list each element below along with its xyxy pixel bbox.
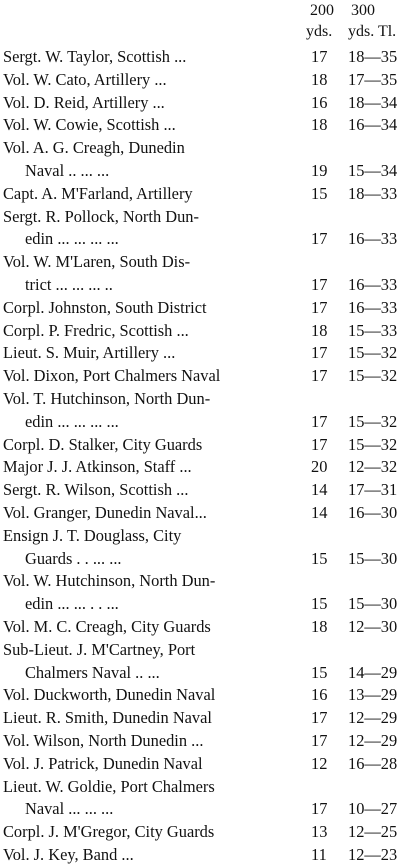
score-200-yds: 14 bbox=[311, 480, 328, 500]
score-200-yds: 12 bbox=[311, 753, 328, 773]
score-300-and-total: 15—30 bbox=[348, 548, 398, 568]
score-200-yds: 15 bbox=[311, 183, 328, 203]
table-row bbox=[3, 616, 408, 639]
score-200-yds: 15 bbox=[311, 548, 328, 568]
score-300-and-total: 16—33 bbox=[348, 297, 398, 317]
score-200-yds: 17 bbox=[311, 297, 328, 317]
competitor-name: Guards . . ... ... bbox=[25, 548, 122, 568]
score-300-and-total: 12—23 bbox=[348, 844, 398, 864]
score-300-and-total: 17—31 bbox=[348, 480, 398, 500]
score-300-and-total: 18—33 bbox=[348, 183, 398, 203]
competitor-name: Corpl. Johnston, South District bbox=[3, 297, 207, 317]
table-row bbox=[3, 570, 408, 593]
competitor-name: Lieut. S. Muir, Artillery ... bbox=[3, 343, 176, 363]
score-300-and-total: 15—32 bbox=[348, 434, 398, 454]
competitor-name: Vol. D. Reid, Artillery ... bbox=[3, 92, 165, 112]
header-300: 300 bbox=[351, 2, 375, 19]
competitor-name: Corpl. J. M'Gregor, City Guards bbox=[3, 822, 215, 842]
competitor-name: Sub-Lieut. J. M'Cartney, Port bbox=[3, 639, 196, 659]
score-300-and-total: 13—29 bbox=[348, 685, 398, 705]
table-row bbox=[3, 502, 408, 525]
header-200: 200 bbox=[310, 2, 334, 19]
competitor-name: Sergt. R. Pollock, North Dun- bbox=[3, 206, 199, 226]
table-row bbox=[3, 69, 408, 92]
competitor-name: Sergt. W. Taylor, Scottish ... bbox=[3, 47, 187, 66]
competitor-name: Major J. J. Atkinson, Staff ... bbox=[3, 457, 192, 477]
competitor-name: Lieut. R. Smith, Dunedin Naval bbox=[3, 708, 212, 728]
competitor-name: Vol. T. Hutchinson, North Dun- bbox=[3, 388, 211, 408]
table-row bbox=[3, 365, 408, 388]
header-yds-200: yds. bbox=[306, 23, 333, 40]
competitor-name: Vol. W. Cato, Artillery ... bbox=[3, 69, 167, 89]
competitor-name: edin ... ... ... ... bbox=[25, 229, 119, 249]
table-row bbox=[3, 548, 408, 571]
table-row bbox=[3, 92, 408, 115]
table-row bbox=[3, 684, 408, 707]
score-300-and-total: 15—32 bbox=[348, 411, 398, 431]
competitor-name: Corpl. D. Stalker, City Guards bbox=[3, 434, 203, 454]
header-yds-300-total: yds. Tl. bbox=[348, 23, 397, 40]
score-300-and-total: 12—32 bbox=[348, 457, 398, 477]
table-row bbox=[3, 274, 408, 297]
score-200-yds: 18 bbox=[311, 69, 328, 89]
table-row bbox=[3, 137, 408, 160]
score-300-and-total: 18—34 bbox=[348, 92, 398, 112]
score-200-yds: 17 bbox=[311, 411, 328, 431]
score-300-and-total: 12—29 bbox=[348, 730, 398, 750]
competitor-name: Vol. Wilson, North Dunedin ... bbox=[3, 730, 204, 750]
score-300-and-total: 16—33 bbox=[348, 229, 398, 249]
table-row bbox=[3, 844, 408, 867]
score-200-yds: 13 bbox=[311, 822, 328, 842]
competitor-name: Vol. Duckworth, Dunedin Naval bbox=[3, 685, 216, 705]
score-300-and-total: 12—25 bbox=[348, 822, 398, 842]
score-200-yds: 16 bbox=[311, 92, 328, 112]
score-200-yds: 17 bbox=[311, 366, 328, 386]
table-row bbox=[3, 251, 408, 274]
score-200-yds: 17 bbox=[311, 274, 328, 294]
competitor-name: Vol. J. Patrick, Dunedin Naval bbox=[3, 753, 203, 773]
score-300-and-total: 15—33 bbox=[348, 320, 398, 340]
score-200-yds: 17 bbox=[311, 343, 328, 363]
table-row bbox=[3, 183, 408, 206]
competitor-name: trict ... ... ... .. bbox=[25, 274, 113, 294]
score-300-and-total: 16—30 bbox=[348, 502, 398, 522]
table-row bbox=[3, 411, 408, 434]
score-200-yds: 18 bbox=[311, 616, 328, 636]
table-row bbox=[3, 46, 408, 69]
competitor-name: Vol. A. G. Creagh, Dunedin bbox=[3, 138, 185, 158]
competitor-name: Vol. Dixon, Port Chalmers Naval bbox=[3, 366, 221, 386]
competitor-name: edin ... ... ... ... bbox=[25, 411, 119, 431]
score-300-and-total: 16—34 bbox=[348, 115, 398, 135]
score-200-yds: 14 bbox=[311, 502, 328, 522]
table-row bbox=[3, 228, 408, 251]
score-200-yds: 15 bbox=[311, 594, 328, 614]
score-300-and-total: 15—30 bbox=[348, 594, 398, 614]
score-200-yds: 16 bbox=[311, 685, 328, 705]
competitor-name: Vol. Granger, Dunedin Naval... bbox=[3, 502, 207, 522]
table-row bbox=[3, 798, 408, 821]
competitor-name: Naval .. ... ... bbox=[25, 160, 110, 180]
score-300-and-total: 15—34 bbox=[348, 160, 398, 180]
table-row bbox=[3, 297, 408, 320]
score-200-yds: 20 bbox=[311, 457, 328, 477]
score-300-and-total: 16—33 bbox=[348, 274, 398, 294]
competitor-name: Ensign J. T. Douglass, City bbox=[3, 525, 182, 545]
score-300-and-total: 16—28 bbox=[348, 753, 398, 773]
score-300-and-total: 17—35 bbox=[348, 69, 398, 89]
competitor-name: Vol. W. Cowie, Scottish ... bbox=[3, 115, 176, 135]
competitor-name: Vol. W. Hutchinson, North Dun- bbox=[3, 571, 216, 591]
score-300-and-total: 18—35 bbox=[348, 47, 398, 66]
table-row bbox=[3, 639, 408, 662]
score-200-yds: 19 bbox=[311, 160, 328, 180]
competitor-name: Naval ... ... ... bbox=[25, 799, 114, 819]
table-row bbox=[3, 662, 408, 685]
score-200-yds: 17 bbox=[311, 799, 328, 819]
score-300-and-total: 15—32 bbox=[348, 343, 398, 363]
table-row bbox=[3, 776, 408, 799]
table-row bbox=[3, 320, 408, 343]
competitor-name: edin ... ... . . ... bbox=[25, 594, 119, 614]
score-200-yds: 17 bbox=[311, 708, 328, 728]
table-row bbox=[3, 206, 408, 229]
competitor-name: Lieut. W. Goldie, Port Chalmers bbox=[3, 776, 215, 796]
competitor-name: Chalmers Naval .. ... bbox=[25, 662, 160, 682]
table-row bbox=[3, 821, 408, 844]
table-row bbox=[3, 388, 408, 411]
score-300-and-total: 12—29 bbox=[348, 708, 398, 728]
score-300-and-total: 12—30 bbox=[348, 616, 398, 636]
table-row bbox=[3, 434, 408, 457]
score-rows bbox=[3, 46, 408, 867]
table-row bbox=[3, 730, 408, 753]
score-200-yds: 18 bbox=[311, 320, 328, 340]
table-row bbox=[3, 707, 408, 730]
score-200-yds: 17 bbox=[311, 730, 328, 750]
score-200-yds: 11 bbox=[311, 844, 327, 864]
table-row bbox=[3, 160, 408, 183]
table-row bbox=[3, 114, 408, 137]
table-row bbox=[3, 479, 408, 502]
table-row bbox=[3, 593, 408, 616]
score-200-yds: 17 bbox=[311, 229, 328, 249]
score-200-yds: 15 bbox=[311, 662, 328, 682]
competitor-name: Corpl. P. Fredric, Scottish ... bbox=[3, 320, 189, 340]
competitor-name: Sergt. R. Wilson, Scottish ... bbox=[3, 480, 189, 500]
table-row bbox=[3, 525, 408, 548]
table-row bbox=[3, 342, 408, 365]
competitor-name: Vol. M. C. Creagh, City Guards bbox=[3, 616, 211, 636]
table-row bbox=[3, 753, 408, 776]
score-300-and-total: 14—29 bbox=[348, 662, 398, 682]
competitor-name: Vol. J. Key, Band ... bbox=[3, 844, 134, 864]
score-200-yds: 18 bbox=[311, 115, 328, 135]
column-header bbox=[3, 0, 408, 46]
score-200-yds: 17 bbox=[311, 47, 328, 66]
score-200-yds: 17 bbox=[311, 434, 328, 454]
score-300-and-total: 15—32 bbox=[348, 366, 398, 386]
competitor-name: Capt. A. M'Farland, Artillery bbox=[3, 183, 193, 203]
competitor-name: Vol. W. M'Laren, South Dis- bbox=[3, 252, 191, 272]
table-row bbox=[3, 456, 408, 479]
score-300-and-total: 10—27 bbox=[348, 799, 398, 819]
